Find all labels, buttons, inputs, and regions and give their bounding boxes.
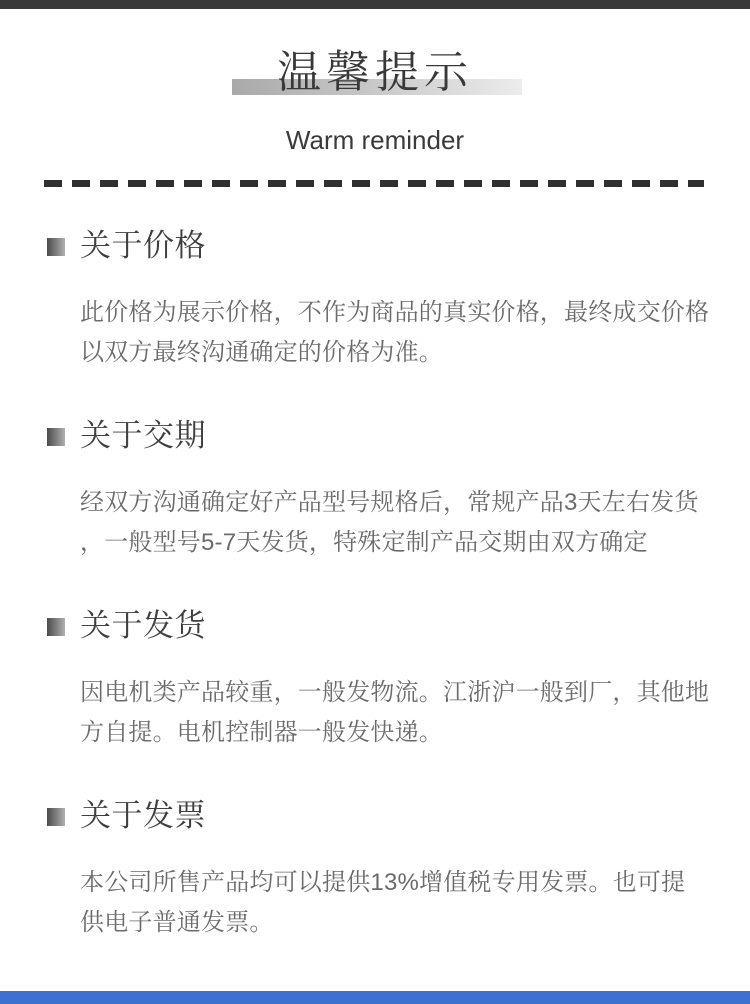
bullet-square-icon bbox=[47, 808, 65, 826]
bullet-square-icon bbox=[47, 428, 65, 446]
bullet-square-icon bbox=[47, 238, 65, 256]
body-line: ，一般型号5-7天发货，特殊定制产品交期由双方确定 bbox=[80, 529, 648, 556]
section-heading-row bbox=[47, 229, 750, 263]
section-body bbox=[80, 673, 712, 753]
section-title: 关于发货 bbox=[80, 608, 206, 643]
section-invoice bbox=[0, 799, 750, 943]
body-line: 经双方沟通确定好产品型号规格后，常规产品3天左右发货 bbox=[80, 489, 699, 516]
body-line: 此价格为展示价格，不作为商品的真实价格，最终成交价格 bbox=[80, 299, 710, 326]
section-title: 关于交期 bbox=[80, 418, 206, 453]
section-body bbox=[80, 293, 712, 373]
section-body bbox=[80, 483, 712, 563]
section-heading-row bbox=[47, 799, 750, 833]
body-line: 本公司所售产品均可以提供13%增值税专用发票。也可提 bbox=[80, 869, 686, 896]
page-subtitle: Warm reminder bbox=[285, 125, 465, 155]
page-header bbox=[0, 0, 750, 155]
body-line: 方自提。电机控制器一般发快递。 bbox=[80, 719, 443, 746]
section-heading-row bbox=[47, 609, 750, 643]
section-title: 关于发票 bbox=[80, 798, 206, 833]
bottom-divider-bar bbox=[0, 991, 750, 1004]
section-shipping bbox=[0, 609, 750, 753]
body-line: 供电子普通发票。 bbox=[80, 909, 274, 936]
section-delivery-time bbox=[0, 419, 750, 563]
top-divider-bar bbox=[0, 0, 750, 9]
body-line: 因电机类产品较重，一般发物流。江浙沪一般到厂，其他地 bbox=[80, 679, 710, 706]
section-price bbox=[0, 229, 750, 373]
dashed-divider bbox=[44, 180, 704, 187]
section-title: 关于价格 bbox=[80, 228, 206, 263]
section-heading-row bbox=[47, 419, 750, 453]
page-title: 温馨提示 bbox=[277, 48, 473, 97]
bullet-square-icon bbox=[47, 618, 65, 636]
title-block bbox=[0, 48, 750, 97]
section-body bbox=[80, 863, 712, 943]
body-line: 以双方最终沟通确定的价格为准。 bbox=[80, 339, 443, 366]
sections-list bbox=[0, 229, 750, 943]
